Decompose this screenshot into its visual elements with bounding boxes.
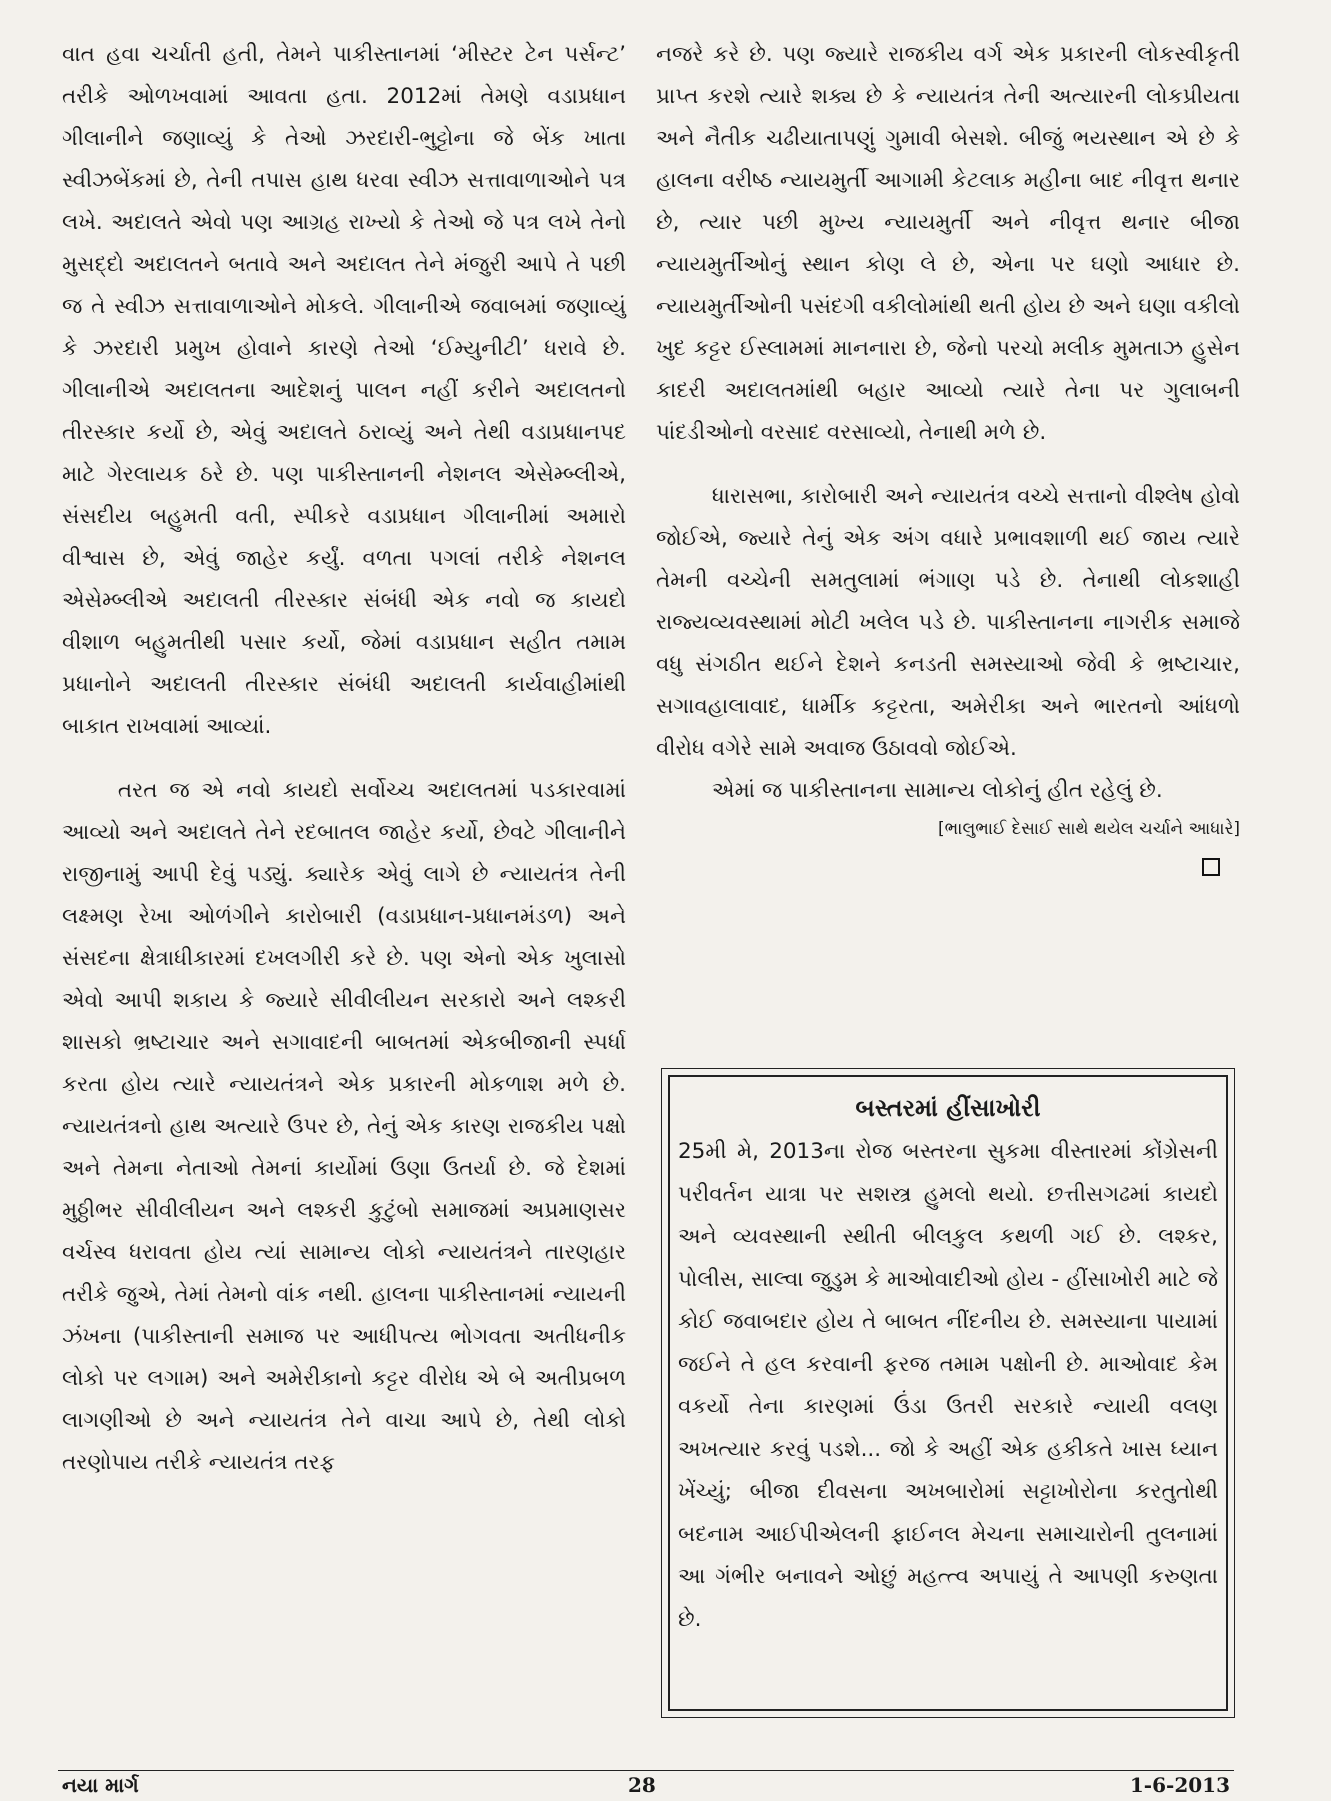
end-mark-icon: [1202, 858, 1220, 876]
right-column: [656, 34, 1240, 876]
sidebar-title: બસ્તરમાં હીંસાખોરી: [855, 1094, 1041, 1122]
publication-name: નયા માર્ગ: [62, 1773, 139, 1797]
sidebar-text: 25મી મે, 2013ના રોજ બસ્તરના સુકમા વીસ્તારમાં કોંગ્રેસની પરીવર્તન યાત્રા પર સશસ્ત્ર હુમલો થયો. છત્તીસગઢમાં કાયદો અને વ્યવસ્થાની સ્થીતી બીલકુલ કથળી ગઈ છે. લશ્કર, પોલીસ, સાલ્વા જુડુમ કે માઓવાદીઓ હોય - હીંસાખોરી માટે જે કોઈ જવાબદાર હોય તે બાબત નીંદનીય છે. સમસ્યાના પાયામાં જઈને તે હલ કરવાની ફરજ તમામ પક્ષોની છે. માઓવાદ કેમ વકર્યો તેના કારણમાં ઉંડા ઉતરી સરકારે ન્યાયી વલણ અખત્યાર કરવું પડશે... જો કે અહીં એક હકીકતે ખાસ ધ્યાન ખેંચ્યું; બીજા દીવસના અખબારોમાં સટ્ટાખોરોના કરતુતોથી બદનામ આઈપીએલની ફાઈનલ મેચના સમાચારોની તુલનામાં આ ગંભીર બનાવને ઓછું મહત્ત્વ અપાયું તે આપણી કરુણતા છે.: [678, 1139, 1218, 1632]
sidebar-box: [661, 1068, 1235, 1718]
page-number: 28: [628, 1773, 656, 1797]
left-column: [62, 34, 626, 1484]
attribution: [ભાલુભાઈ દેસાઈ સાથે થયેલ ચર્ચાને આધારે]: [938, 819, 1240, 839]
page-footer: [58, 1770, 1234, 1801]
article-paragraph: એમાં જ પાકીસ્તાનના સામાન્ય લોકોનું હીત રહેલું છે.: [711, 778, 1163, 803]
article-paragraph: તરત જ એ નવો કાયદો સર્વોચ્ચ અદાલતમાં પડકારવામાં આવ્યો અને અદાલતે તેને રદબાતલ જાહેર કર્યો, છેવટે ગીલાનીને રાજીનામું આપી દેવું પડ્યું. ક્યારેક એવું લાગે છે ન્યાયતંત્ર તેની લક્ષ્મણ રેખા ઓળંગીને કારોબારી (વડાપ્રધાન-પ્રધાનમંડળ) અને સંસદના ક્ષેત્રાધીકારમાં દખલગીરી કરે છે. પણ એનો એક ખુલાસો એવો આપી શકાય કે જ્યારે સીવીલીયન સરકારો અને લશ્કરી શાસકો ભ્રષ્ટાચાર અને સગાવાદની બાબતમાં એકબીજાની સ્પર્ધા કરતા હોય ત્યારે ન્યાયતંત્રને એક પ્રકારની મોકળાશ મળે છે. ન્યાયતંત્રનો હાથ અત્યારે ઉપર છે, તેનું એક કારણ રાજકીય પક્ષો અને તેમના નેતાઓ તેમનાં કાર્યોમાં ઉણા ઉતર્યા છે. જે દેશમાં મુઠ્ઠીભર સીવીલીયન અને લશ્કરી કુટુંબો સમાજમાં અપ્રમાણસર વર્ચસ્વ ધરાવતા હોય ત્યાં સામાન્ય લોકો ન્યાયતંત્રને તારણહાર તરીકે જુએ, તેમાં તેમનો વાંક નથી. હાલના પાકીસ્તાનમાં ન્યાયની ઝંખના (પાકીસ્તાની સમાજ પર આધીપત્ય ભોગવતા અતીધનીક લોકો પર લગામ) અને અમેરીકાનો કટ્ટર વીરોધ એ બે અતીપ્રબળ લાગણીઓ છે અને ન્યાયતંત્ર તેને વાચા આપે છે, તેથી લોકો તરણોપાય તરીકે ન્યાયતંત્ર તરફ: [62, 778, 626, 1475]
article-paragraph: નજરે કરે છે. પણ જ્યારે રાજકીય વર્ગ એક પ્રકારની લોકસ્વીકૃતી પ્રાપ્ત કરશે ત્યારે શક્ય છે કે ન્યાયતંત્ર તેની અત્યારની લોકપ્રીયતા અને નૈતીક ચઢીયાતાપણું ગુમાવી બેસશે. બીજું ભયસ્થાન એ છે કે હાલના વરીષ્ઠ ન્યાયમુર્તી આગામી કેટલાક મહીના બાદ નીવૃત્ત થનાર છે, ત્યાર પછી મુખ્ય ન્યાયમુર્તી અને નીવૃત્ત થનાર બીજા ન્યાયમુર્તીઓનું સ્થાન કોણ લે છે, એના પર ઘણો આધાર છે. ન્યાયમુર્તીઓની પસંદગી વકીલોમાંથી થતી હોય છે અને ઘણા વકીલો ખુદ કટ્ટર ઈસ્લામમાં માનનારા છે, જેનો પરચો મલીક મુમતાઝ હુસેન કાદરી અદાલતમાંથી બહાર આવ્યો ત્યારે તેના પર ગુલાબની પાંદડીઓનો વરસાદ વરસાવ્યો, તેનાથી મળે છે.: [656, 42, 1240, 445]
sidebar-box-inner: [668, 1075, 1228, 1711]
article-paragraph: ધારાસભા, કારોબારી અને ન્યાયતંત્ર વચ્ચે સત્તાનો વીશ્લેષ હોવો જોઈએ, જ્યારે તેનું એક અંગ વધારે પ્રભાવશાળી થઈ જાય ત્યારે તેમની વચ્ચેની સમતુલામાં ભંગાણ પડે છે. તેનાથી લોકશાહી રાજ્યવ્યવસ્થામાં મોટી ખલેલ પડે છે. પાકીસ્તાનના નાગરીક સમાજે વધુ સંગઠીત થઈને દેશને કનડતી સમસ્યાઓ જેવી કે ભ્રષ્ટાચાર, સગાવહાલાવાદ, ધાર્મીક કટ્ટરતા, અમેરીકા અને ભારતનો આંધળો વીરોધ વગેરે સામે અવાજ ઉઠાવવો જોઈએ.: [656, 484, 1240, 761]
article-paragraph: વાત હવા ચર્ચાતી હતી, તેમને પાકીસ્તાનમાં ‘મીસ્ટર ટેન પર્સન્ટ’ તરીકે ઓળખવામાં આવતા હતા. 2012માં તેમણે વડાપ્રધાન ગીલાનીને જણાવ્યું કે તેઓ ઝરદારી-ભુટ્ટોના જે બેંક ખાતા સ્વીઝબેંકમાં છે, તેની તપાસ હાથ ધરવા સ્વીઝ સત્તાવાળાઓને પત્ર લખે. અદાલતે એવો પણ આગ્રહ રાખ્યો કે તેઓ જે પત્ર લખે તેનો મુસદ્દો અદાલતને બતાવે અને અદાલત તેને મંજુરી આપે તે પછી જ તે સ્વીઝ સત્તાવાળાઓને મોકલે. ગીલાનીએ જવાબમાં જણાવ્યું કે ઝરદારી પ્રમુખ હોવાને કારણે તેઓ ‘ઈમ્યુનીટી’ ધરાવે છે. ગીલાનીએ અદાલતના આદેશનું પાલન નહીં કરીને અદાલતનો તીરસ્કાર કર્યો છે, એવું અદાલતે ઠરાવ્યું અને તેથી વડાપ્રધાનપદ માટે ગેરલાયક ઠરે છે. પણ પાકીસ્તાનની નેશનલ એસેમ્બ્લીએ, સંસદીય બહુમતી વતી, સ્પીકરે વડાપ્રધાન ગીલાનીમાં અમારો વીશ્વાસ છે, એવું જાહેર કર્યું. વળતા પગલાં તરીકે નેશનલ એસેમ્બ્લીએ અદાલતી તીરસ્કાર સંબંધી એક નવો જ કાયદો વીશાળ બહુમતીથી પસાર કર્યો, જેમાં વડાપ્રધાન સહીત તમામ પ્રધાનોને અદાલતી તીરસ્કાર સંબંધી અદાલતી કાર્યવાહીમાંથી બાકાત રાખવામાં આવ્યાં.: [62, 42, 626, 739]
issue-date: 1-6-2013: [1129, 1773, 1230, 1797]
